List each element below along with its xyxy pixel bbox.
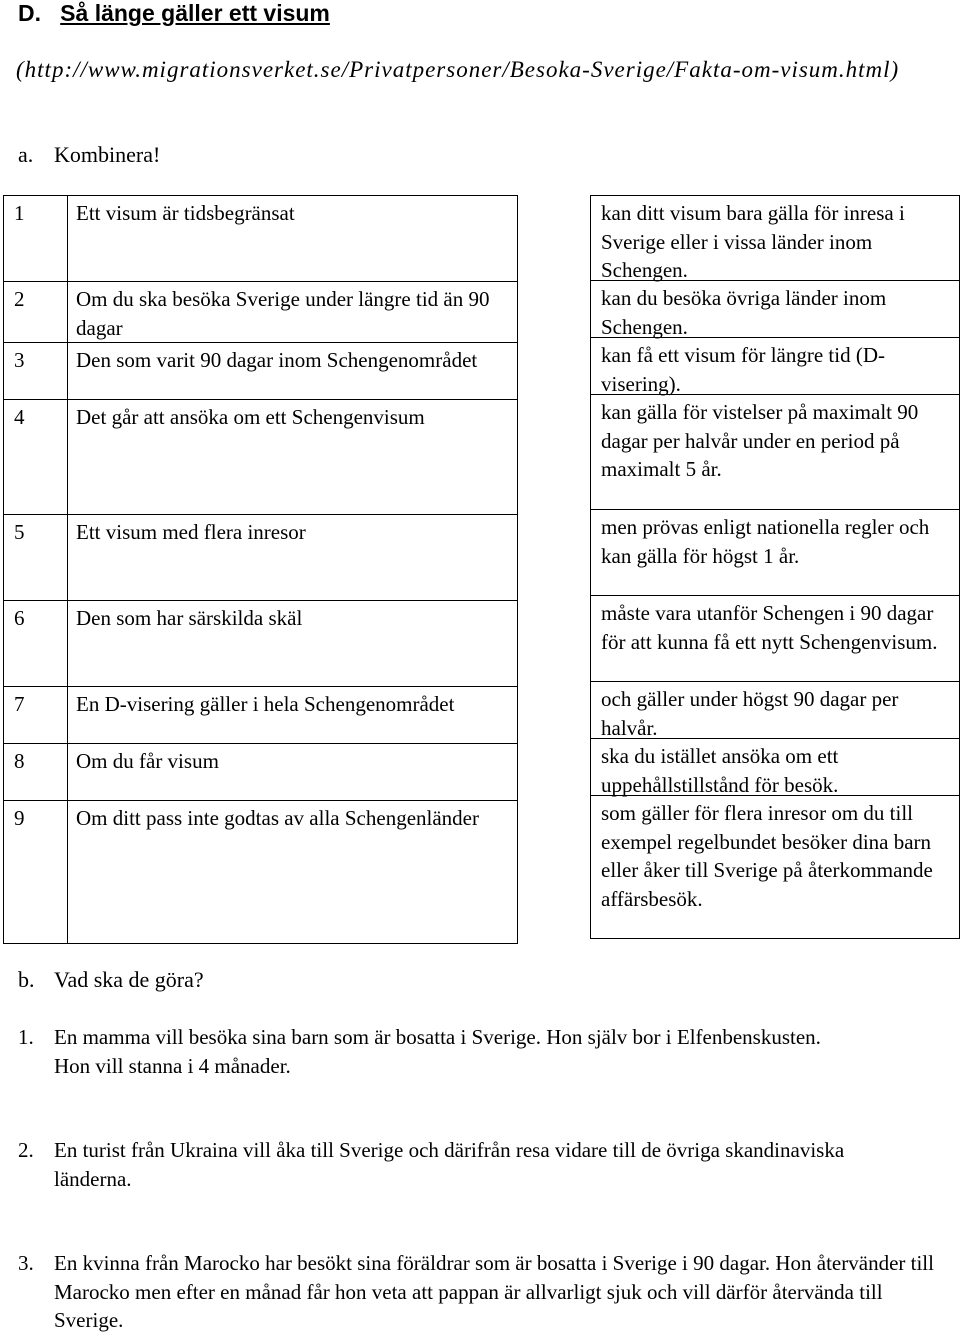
section-heading [18,0,330,28]
question-text: En kvinna från Marocko har besökt sina föräldrar som är bosatta i Sverige i 90 dagar. Hon återvänder till Marocko men efter en månad får hon veta att pappan är allvarligt sjuk och vill därför återvända till Sverige. [54,1251,934,1332]
right-ending: som gäller för flera inresor om du till exempel regelbundet besöker dina barn eller åker till Sverige på återkommande affärsbesök. [590,796,960,939]
question-number: 2. [18,1138,34,1162]
part-a-heading [18,141,160,169]
row-number: 3 [4,343,68,400]
table-row [4,343,518,400]
section-letter: D. [18,0,41,26]
part-a-label: a. [18,142,34,167]
left-statement: Om ditt pass inte godtas av alla Schengenländer [68,801,518,944]
question-number: 1. [18,1025,34,1049]
left-statement: Om du ska besöka Sverige under längre tid än 90 dagar [68,282,518,343]
source-url: (http://www.migrationsverket.se/Privatpersoner/Besoka-Sverige/Fakta-om-visum.html) [16,57,900,82]
question-item [18,1249,948,1335]
left-statement: Den som varit 90 dagar inom Schengenområdet [68,343,518,400]
table-row [4,515,518,601]
question-number: 3. [18,1251,34,1275]
row-number: 8 [4,744,68,801]
row-number: 7 [4,687,68,744]
row-number: 6 [4,601,68,687]
right-ending: men prövas enligt nationella regler och kan gälla för högst 1 år. [590,510,960,596]
right-endings-column [590,195,960,939]
section-title: Så länge gäller ett visum [60,0,330,26]
row-number: 9 [4,801,68,944]
right-ending: kan ditt visum bara gälla för inresa i Sverige eller i vissa länder inom Schengen. [590,195,960,281]
right-ending: och gäller under högst 90 dagar per halvår. [590,682,960,739]
left-statement: Den som har särskilda skäl [68,601,518,687]
table-row [4,801,518,944]
table-row [4,282,518,343]
left-statement: Om du får visum [68,744,518,801]
part-b-heading [18,966,204,994]
left-statement: Det går att ansöka om ett Schengenvisum [68,400,518,515]
question-text: En mamma vill besöka sina barn som är bosatta i Sverige. Hon själv bor i Elfenbenskusten. Hon vill stanna i 4 månader. [54,1025,821,1078]
right-ending: kan få ett visum för längre tid (D-visering). [590,338,960,395]
right-ending: kan du besöka övriga länder inom Schengen. [590,281,960,338]
row-number: 5 [4,515,68,601]
left-statement: Ett visum är tidsbegränsat [68,196,518,282]
left-statement: En D-visering gäller i hela Schengenområdet [68,687,518,744]
question-item [18,1136,948,1193]
part-a-title: Kombinera! [54,142,161,167]
row-number: 4 [4,400,68,515]
left-statement: Ett visum med flera inresor [68,515,518,601]
right-ending: ska du istället ansöka om ett uppehållstillstånd för besök. [590,739,960,796]
part-b-title: Vad ska de göra? [54,967,204,992]
right-ending: måste vara utanför Schengen i 90 dagar för att kunna få ett nytt Schengenvisum. [590,596,960,682]
row-number: 1 [4,196,68,282]
table-row [4,744,518,801]
row-number: 2 [4,282,68,343]
part-b-label: b. [18,967,35,992]
question-text: En turist från Ukraina vill åka till Sverige och därifrån resa vidare till de övriga skandinaviska länderna. [54,1138,845,1191]
table-row [4,687,518,744]
table-row [4,601,518,687]
right-ending: kan gälla för vistelser på maximalt 90 dagar per halvår under en period på maximalt 5 år. [590,395,960,510]
left-statements-table [3,195,518,944]
table-row [4,400,518,515]
table-row [4,196,518,282]
question-item [18,1023,948,1080]
